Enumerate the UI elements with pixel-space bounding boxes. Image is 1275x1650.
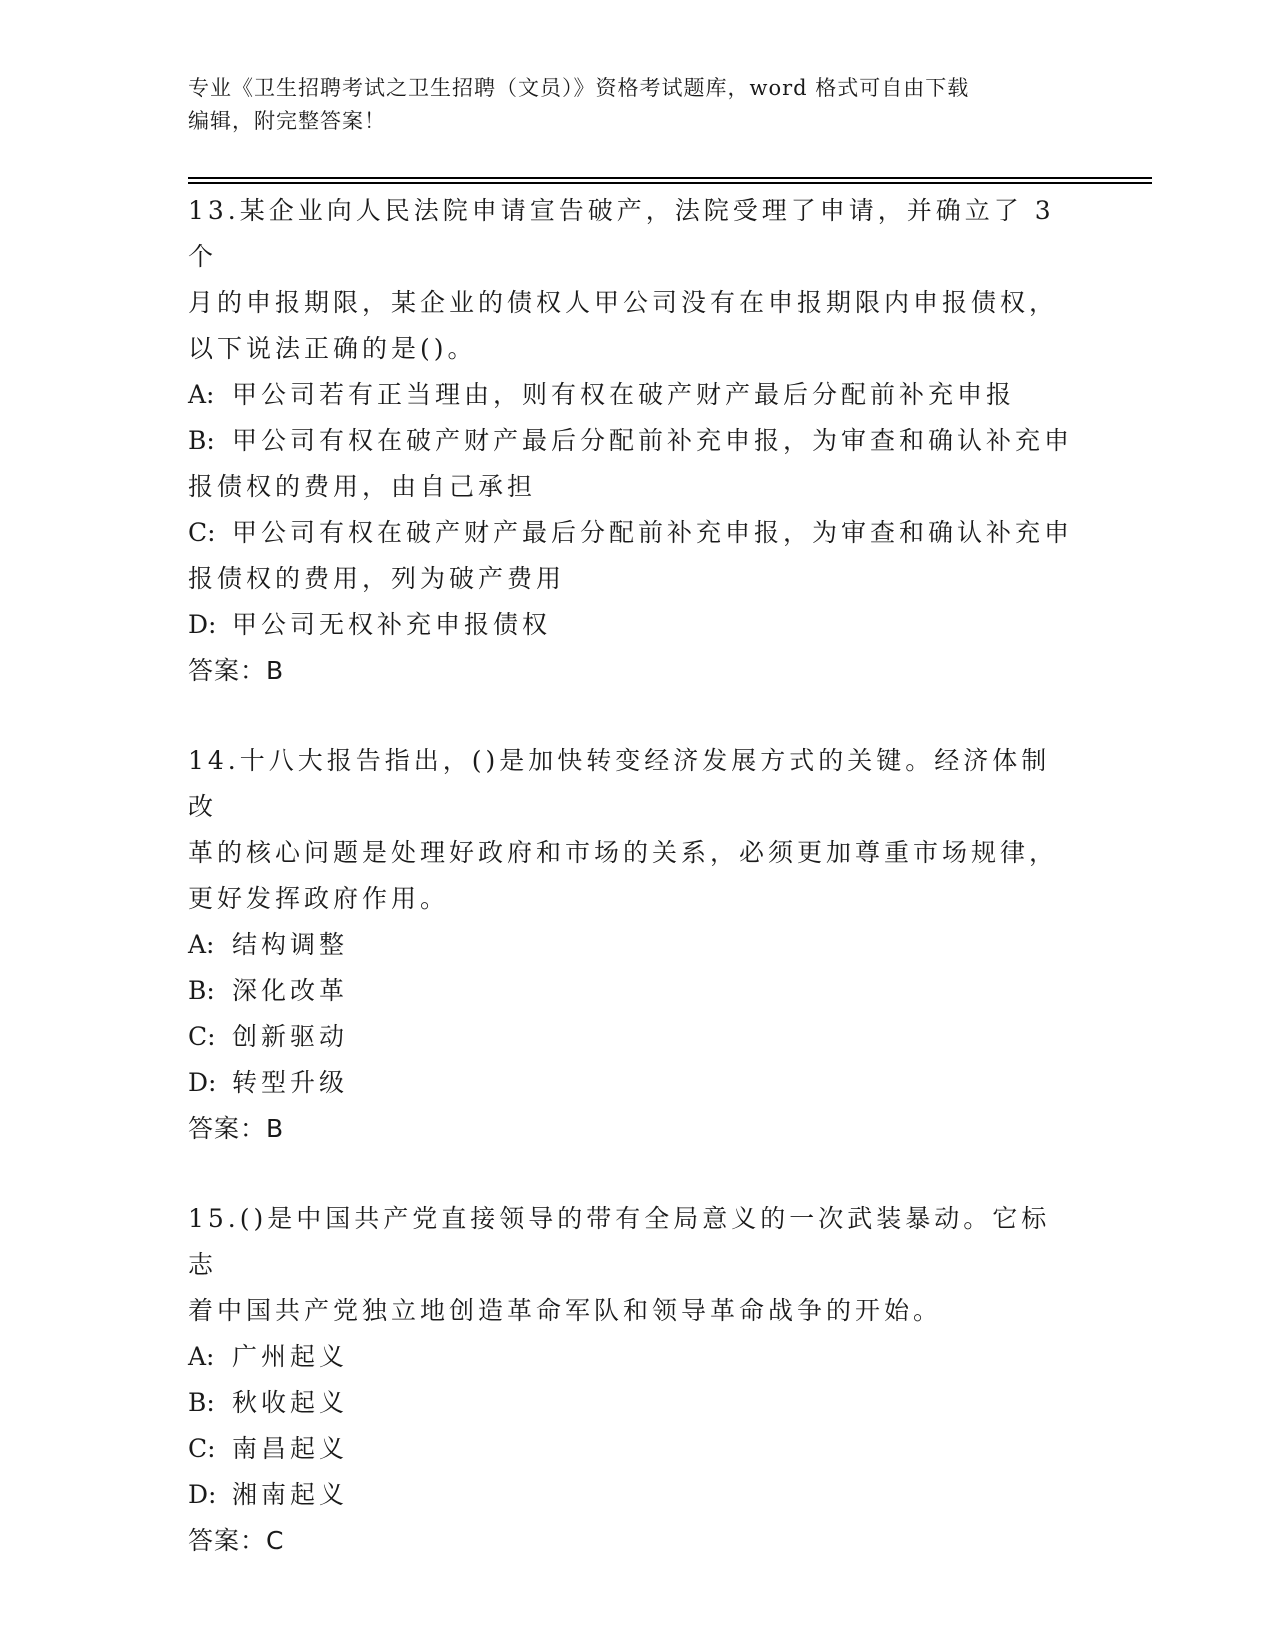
option-text: 南昌起义: [232, 1434, 349, 1463]
option-text: 甲公司无权补充申报债权: [232, 610, 552, 639]
question-stem-line: 月的申报期限，某企业的债权人甲公司没有在申报期限内申报债权，: [188, 288, 1059, 317]
question-13: [188, 188, 1088, 694]
option-d: [188, 602, 1088, 648]
option-text: 转型升级: [232, 1068, 349, 1097]
option-a: [188, 922, 1088, 968]
option-key: D:: [188, 1068, 217, 1097]
option-key: A:: [188, 1342, 215, 1371]
option-key: D:: [188, 1480, 217, 1509]
question-list: [188, 188, 1088, 1564]
option-c: [188, 1426, 1088, 1472]
question-stem-line: 着中国共产党独立地创造革命军队和领导革命战争的开始。: [188, 1296, 943, 1325]
question-stem: [188, 738, 1068, 922]
answer-label: 答案：B: [188, 656, 285, 685]
option-text: 创新驱动: [232, 1022, 349, 1051]
option-b: [188, 968, 1088, 1014]
question-gap: [188, 1152, 1088, 1196]
option-text: 湘南起义: [232, 1480, 349, 1509]
header-divider-top: [188, 177, 1152, 179]
question-stem-line: 以下说法正确的是()。: [188, 334, 477, 363]
question-stem-line: 革的核心问题是处理好政府和市场的关系，必须更加尊重市场规律，: [188, 838, 1059, 867]
option-text: 甲公司若有正当理由，则有权在破产财产最后分配前补充申报: [232, 380, 1016, 409]
option-b: [188, 418, 1088, 510]
question-stem-line: 13.某企业向人民法院申请宣告破产，法院受理了申请，并确立了 3 个: [188, 196, 1055, 271]
question-stem-line: 更好发挥政府作用。: [188, 884, 450, 913]
option-key: C:: [188, 1434, 216, 1463]
option-key: B:: [188, 426, 215, 455]
option-d: [188, 1472, 1088, 1518]
option-key: C:: [188, 1022, 216, 1051]
option-text: 秋收起义: [232, 1388, 349, 1417]
page-header: [188, 72, 1068, 138]
question-gap: [188, 694, 1088, 738]
option-a: [188, 372, 1088, 418]
header-divider-bottom: [188, 182, 1152, 184]
option-text: 广州起义: [232, 1342, 349, 1371]
answer-label: 答案：B: [188, 1114, 285, 1143]
option-key: A:: [188, 930, 215, 959]
option-c: [188, 1014, 1088, 1060]
option-text-continued: 报债权的费用，由自己承担: [188, 472, 537, 501]
option-text: 结构调整: [232, 930, 349, 959]
question-15: [188, 1196, 1088, 1564]
option-b: [188, 1380, 1088, 1426]
option-text: 深化改革: [232, 976, 349, 1005]
option-key: B:: [188, 976, 215, 1005]
header-line-1: 专业《卫生招聘考试之卫生招聘（文员）》资格考试题库，word 格式可自由下载: [188, 76, 970, 100]
question-14: [188, 738, 1088, 1152]
option-c: [188, 510, 1088, 602]
question-stem-line: 15.()是中国共产党直接领导的带有全局意义的一次武装暴动。它标志: [188, 1204, 1051, 1279]
option-text-continued: 报债权的费用，列为破产费用: [188, 564, 566, 593]
option-key: C:: [188, 518, 216, 547]
option-text: 甲公司有权在破产财产最后分配前补充申报，为审查和确认补充申: [232, 518, 1074, 547]
answer-label: 答案：C: [188, 1526, 285, 1555]
question-stem: [188, 188, 1068, 372]
option-key: A:: [188, 380, 215, 409]
question-stem: [188, 1196, 1068, 1334]
option-key: B:: [188, 1388, 215, 1417]
option-text: 甲公司有权在破产财产最后分配前补充申报，为审查和确认补充申: [232, 426, 1074, 455]
option-a: [188, 1334, 1088, 1380]
option-key: D:: [188, 610, 217, 639]
option-d: [188, 1060, 1088, 1106]
question-stem-line: 14.十八大报告指出，()是加快转变经济发展方式的关键。经济体制改: [188, 746, 1051, 821]
header-line-2: 编辑，附完整答案！: [188, 109, 386, 133]
